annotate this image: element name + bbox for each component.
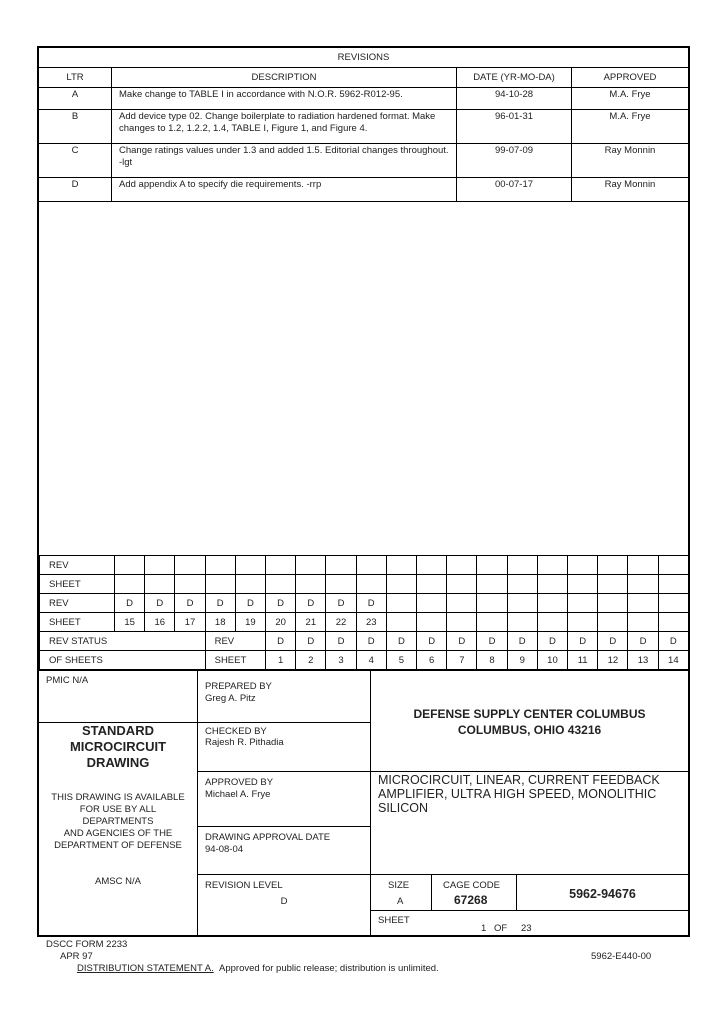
form-number: DSCC FORM 2233 — [46, 939, 128, 950]
lower-sheet-cell: 11 — [568, 651, 598, 670]
approval-date-label: DRAWING APPROVAL DATE — [205, 832, 331, 843]
std-line-3: DRAWING — [86, 755, 150, 770]
avail-line-5: DEPARTMENT OF DEFENSE — [54, 840, 182, 851]
distribution-text: Approved for public release; distribution is unlimited. — [219, 963, 439, 974]
approval-date: 94-08-04 — [205, 844, 244, 855]
upper-sheet-cell: 16 — [145, 613, 175, 632]
title-line-1: MICROCIRCUIT, LINEAR, CURRENT FEEDBACK — [378, 773, 660, 787]
rev-row-a-date: 94-10-28 — [494, 89, 534, 100]
upper-sheet-cell: 21 — [296, 613, 326, 632]
upper-sheet-cell: 20 — [266, 613, 296, 632]
avail-line-3: DEPARTMENTS — [82, 816, 154, 827]
lower-sheet-cell: 4 — [356, 651, 386, 670]
rev-status-label: REV STATUS — [40, 632, 206, 651]
lower-rev-cell: D — [477, 632, 507, 651]
sheet-num: 1 — [481, 923, 487, 934]
upper-sheet-cell: 17 — [175, 613, 205, 632]
lower-sheet-cell: 7 — [447, 651, 477, 670]
rev-row-b-approved: M.A. Frye — [609, 111, 651, 122]
rev-row-a-ltr: A — [71, 89, 79, 100]
sheet-label: SHEET — [378, 915, 410, 926]
lower-sheet-cell: 1 — [266, 651, 296, 670]
rev-status-grid — [39, 555, 689, 670]
upper-sheet-cell: 19 — [235, 613, 265, 632]
blank-sheet-label: SHEET — [40, 575, 115, 594]
std-line-2: MICROCIRCUIT — [69, 739, 167, 754]
upper-rev-cell: D — [326, 594, 356, 613]
date-header: DATE (YR-MO-DA) — [473, 72, 555, 83]
upper-rev-label: REV — [40, 594, 115, 613]
rev-row-a-approved: M.A. Frye — [609, 89, 651, 100]
lower-rev-cell: D — [568, 632, 598, 651]
ltr-header: LTR — [66, 72, 84, 83]
distribution-label: DISTRIBUTION STATEMENT A. — [77, 963, 214, 974]
dscc-line-2: COLUMBUS, OHIO 43216 — [457, 723, 602, 737]
upper-rev-cell: D — [356, 594, 386, 613]
rev-row-c-description: Change ratings values under 1.3 and added 1.5. Editorial changes throughout. -lgt — [119, 145, 449, 168]
lower-sheet-cell: 3 — [326, 651, 356, 670]
blank-rev-label: REV — [40, 556, 115, 575]
cage-value: 67268 — [454, 893, 488, 907]
upper-rev-cell: D — [205, 594, 235, 613]
drawing-number: 5962-94676 — [569, 887, 636, 901]
lower-sheet-cell: 2 — [296, 651, 326, 670]
title-line-2: AMPLIFIER, ULTRA HIGH SPEED, MONOLITHIC — [378, 787, 657, 801]
lower-rev-cell: D — [658, 632, 688, 651]
lower-rev-cell: D — [386, 632, 416, 651]
sheet-total: 23 — [521, 923, 532, 934]
avail-line-1: THIS DRAWING IS AVAILABLE — [51, 792, 185, 803]
approved-header: APPROVED — [603, 72, 657, 83]
revisions-title: REVISIONS — [337, 52, 390, 63]
lower-rev-cell: D — [598, 632, 628, 651]
lower-rev-cell: D — [447, 632, 477, 651]
form-date: APR 97 — [60, 951, 93, 962]
approved-by: Michael A. Frye — [205, 789, 271, 800]
upper-rev-cell: D — [175, 594, 205, 613]
lower-rev-cell: D — [417, 632, 447, 651]
prepared-by: Greg A. Pitz — [205, 693, 256, 704]
lower-rev-cell: D — [356, 632, 386, 651]
lower-sheet-cell: 6 — [417, 651, 447, 670]
lower-rev-cell: D — [296, 632, 326, 651]
cage-label: CAGE CODE — [443, 880, 501, 891]
revision-level-label: REVISION LEVEL — [205, 880, 283, 891]
of-label: OF — [494, 923, 508, 934]
lower-sheet-label: SHEET — [205, 651, 265, 670]
rev-row-b-date: 96-01-31 — [494, 111, 534, 122]
upper-rev-cell: D — [266, 594, 296, 613]
rev-row-c-approved: Ray Monnin — [604, 145, 656, 156]
lower-sheet-cell: 8 — [477, 651, 507, 670]
lower-rev-cell: D — [507, 632, 537, 651]
lower-sheet-cell: 10 — [537, 651, 567, 670]
rev-row-d-ltr: D — [71, 179, 79, 190]
amsc-label: AMSC N/A — [95, 876, 141, 887]
rev-row-b-description: Add device type 02. Change boilerplate to radiation hardened format. Make changes to 1.2, 1.2.2, 1.4, TABLE I, Figure 1, and Figure 4. — [119, 111, 436, 134]
revision-level: D — [280, 896, 288, 907]
checked-label: CHECKED BY — [205, 726, 267, 737]
lower-sheet-cell: 13 — [628, 651, 658, 670]
rev-row-d-approved: Ray Monnin — [604, 179, 656, 190]
lower-rev-cell: D — [326, 632, 356, 651]
lower-rev-cell: D — [628, 632, 658, 651]
upper-sheet-cell: 22 — [326, 613, 356, 632]
upper-sheet-cell: 15 — [115, 613, 145, 632]
rev-row-c-date: 99-07-09 — [494, 145, 534, 156]
of-sheets-label: OF SHEETS — [40, 651, 206, 670]
upper-rev-cell: D — [235, 594, 265, 613]
lower-sheet-cell: 5 — [386, 651, 416, 670]
checked-by: Rajesh R. Pithadia — [205, 737, 284, 748]
lower-sheet-cell: 14 — [658, 651, 688, 670]
avail-line-4: AND AGENCIES OF THE — [63, 828, 173, 839]
upper-rev-cell: D — [145, 594, 175, 613]
avail-line-2: FOR USE BY ALL — [79, 804, 157, 815]
title-line-3: SILICON — [378, 801, 429, 815]
size-value: A — [397, 896, 404, 907]
approved-label: APPROVED BY — [205, 777, 274, 788]
upper-sheet-cell: 23 — [356, 613, 386, 632]
lower-sheet-cell: 9 — [507, 651, 537, 670]
description-header: DESCRIPTION — [251, 72, 317, 83]
pmic-label: PMIC N/A — [46, 675, 89, 686]
rev-row-d-date: 00-07-17 — [494, 179, 534, 190]
rev-row-c-ltr: C — [71, 145, 79, 156]
upper-rev-cell: D — [115, 594, 145, 613]
prepared-label: PREPARED BY — [205, 681, 272, 692]
document-code: 5962-E440-00 — [591, 951, 652, 962]
std-line-1: STANDARD — [82, 723, 154, 738]
lower-rev-cell: D — [266, 632, 296, 651]
rev-row-a-description: Make change to TABLE I in accordance with N.O.R. 5962-R012-95. — [119, 89, 403, 100]
dscc-line-1: DEFENSE SUPPLY CENTER COLUMBUS — [413, 707, 646, 721]
upper-sheet-label: SHEET — [40, 613, 115, 632]
lower-rev-label: REV — [205, 632, 265, 651]
upper-rev-cell: D — [296, 594, 326, 613]
rev-row-b-ltr: B — [71, 111, 79, 122]
size-label: SIZE — [388, 880, 410, 891]
lower-sheet-cell: 12 — [598, 651, 628, 670]
rev-row-d-description: Add appendix A to specify die requirements. -rrp — [119, 179, 322, 190]
lower-rev-cell: D — [537, 632, 567, 651]
upper-sheet-cell: 18 — [205, 613, 235, 632]
